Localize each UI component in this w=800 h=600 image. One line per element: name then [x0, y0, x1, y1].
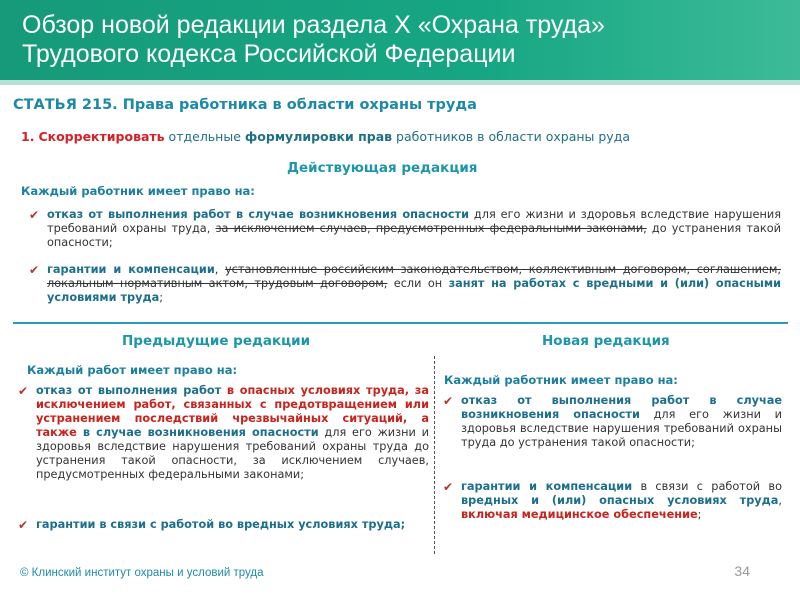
point-1	[21, 129, 630, 144]
point-text-b: работников в области охраны руда	[392, 129, 631, 144]
new-b2-comma: ,	[778, 494, 782, 507]
new-b2-text: в связи с работой во	[632, 480, 782, 493]
current-edition-title: Действующая редакция	[287, 160, 478, 176]
title-line-2: Трудового кодекса Российской Федерации	[22, 40, 516, 68]
new-bullet-1	[443, 394, 782, 450]
previous-bullet-2	[18, 518, 429, 532]
previous-b2-bold: гарантии в связи с работой во вредных условиях труда;	[36, 518, 406, 531]
current-b1-end: до устранения такой опасности;	[47, 222, 781, 249]
new-b2-bold: гарантии и компенсации	[461, 480, 633, 493]
header-banner	[0, 0, 800, 80]
previous-b1-text: для его жизни и здоровья вследствие нарушения требований охраны труда до устранения такой опасности, за исключением случаев, предусмотренных федеральными законами;	[36, 426, 429, 481]
new-edition-title: Новая редакция	[542, 333, 670, 349]
current-b2-bold-end: занят на работах с вредными и (или) опасными условиями труда	[47, 277, 781, 304]
check-icon: ✔	[29, 208, 40, 222]
current-b2-end: ;	[159, 291, 164, 304]
point-text-a: отдельные	[164, 129, 245, 144]
previous-bullet-1	[18, 384, 429, 482]
check-icon: ✔	[18, 518, 29, 532]
column-divider	[434, 356, 435, 554]
point-bold: формулировки прав	[244, 129, 393, 144]
current-b1-bold: отказ от выполнения работ в случае возникновения опасности	[47, 208, 470, 221]
previous-b1-bold-2: в случае возникновения опасности	[76, 426, 319, 439]
section-divider	[13, 322, 788, 324]
title-line-1: Обзор новой редакции раздела Х «Охрана труда»	[22, 11, 605, 39]
previous-b1-red: в опасных условиях труда, за исключением работ, связанных с предотвращением или устранением последствий чрезвычайных ситуаций, а также	[36, 384, 429, 439]
previous-edition-title: Предыдущие редакции	[122, 333, 311, 349]
page-number: 34	[734, 563, 750, 579]
new-b2-end: ;	[697, 508, 702, 521]
check-icon: ✔	[443, 394, 454, 408]
current-b2-comma: ,	[214, 263, 225, 276]
new-b1-bold: отказ от выполнения работ в случае возникновения опасности	[461, 394, 782, 421]
current-b1-struck: за исключением случаев, предусмотренных федеральными законами,	[215, 222, 647, 235]
current-b2-struck: установленные российским законодательством, коллективным договором, соглашением, локальным нормативным актом, трудовым договором,	[47, 263, 781, 290]
new-b2-bold-2: вредных и (или) опасных условиях труда	[461, 494, 779, 507]
point-number: 1.	[21, 129, 35, 144]
new-bullet-2	[443, 480, 782, 522]
new-b2-red: включая медицинское обеспечение	[461, 508, 698, 521]
current-b2-bold: гарантии и компенсации	[47, 263, 215, 276]
new-b1-text: для его жизни и здоровья вследствие нарушения требований охраны труда до устранения такой опасности;	[461, 408, 782, 449]
current-bullet-1	[29, 208, 781, 250]
check-icon: ✔	[18, 384, 29, 398]
article-heading: СТАТЬЯ 215. Права работника в области охраны труда	[13, 97, 477, 113]
previous-b1-bold: отказ от выполнения работ	[36, 384, 227, 397]
header-band	[0, 80, 800, 85]
check-icon: ✔	[443, 480, 454, 494]
current-b2-text: если он	[387, 277, 449, 290]
previous-lead: Каждый работ имеет право на:	[27, 363, 238, 377]
point-verb: Скорректировать	[38, 129, 165, 144]
current-b1-text: для его жизни и здоровья вследствие нарушения требований охраны труда,	[47, 208, 781, 235]
current-lead: Каждый работник имеет право на:	[21, 184, 255, 198]
footer-copyright: © Клинский институт охраны и условий труда	[20, 567, 264, 579]
check-icon: ✔	[29, 263, 40, 277]
current-bullet-2	[29, 263, 781, 305]
new-lead: Каждый работник имеет право на:	[444, 373, 678, 387]
